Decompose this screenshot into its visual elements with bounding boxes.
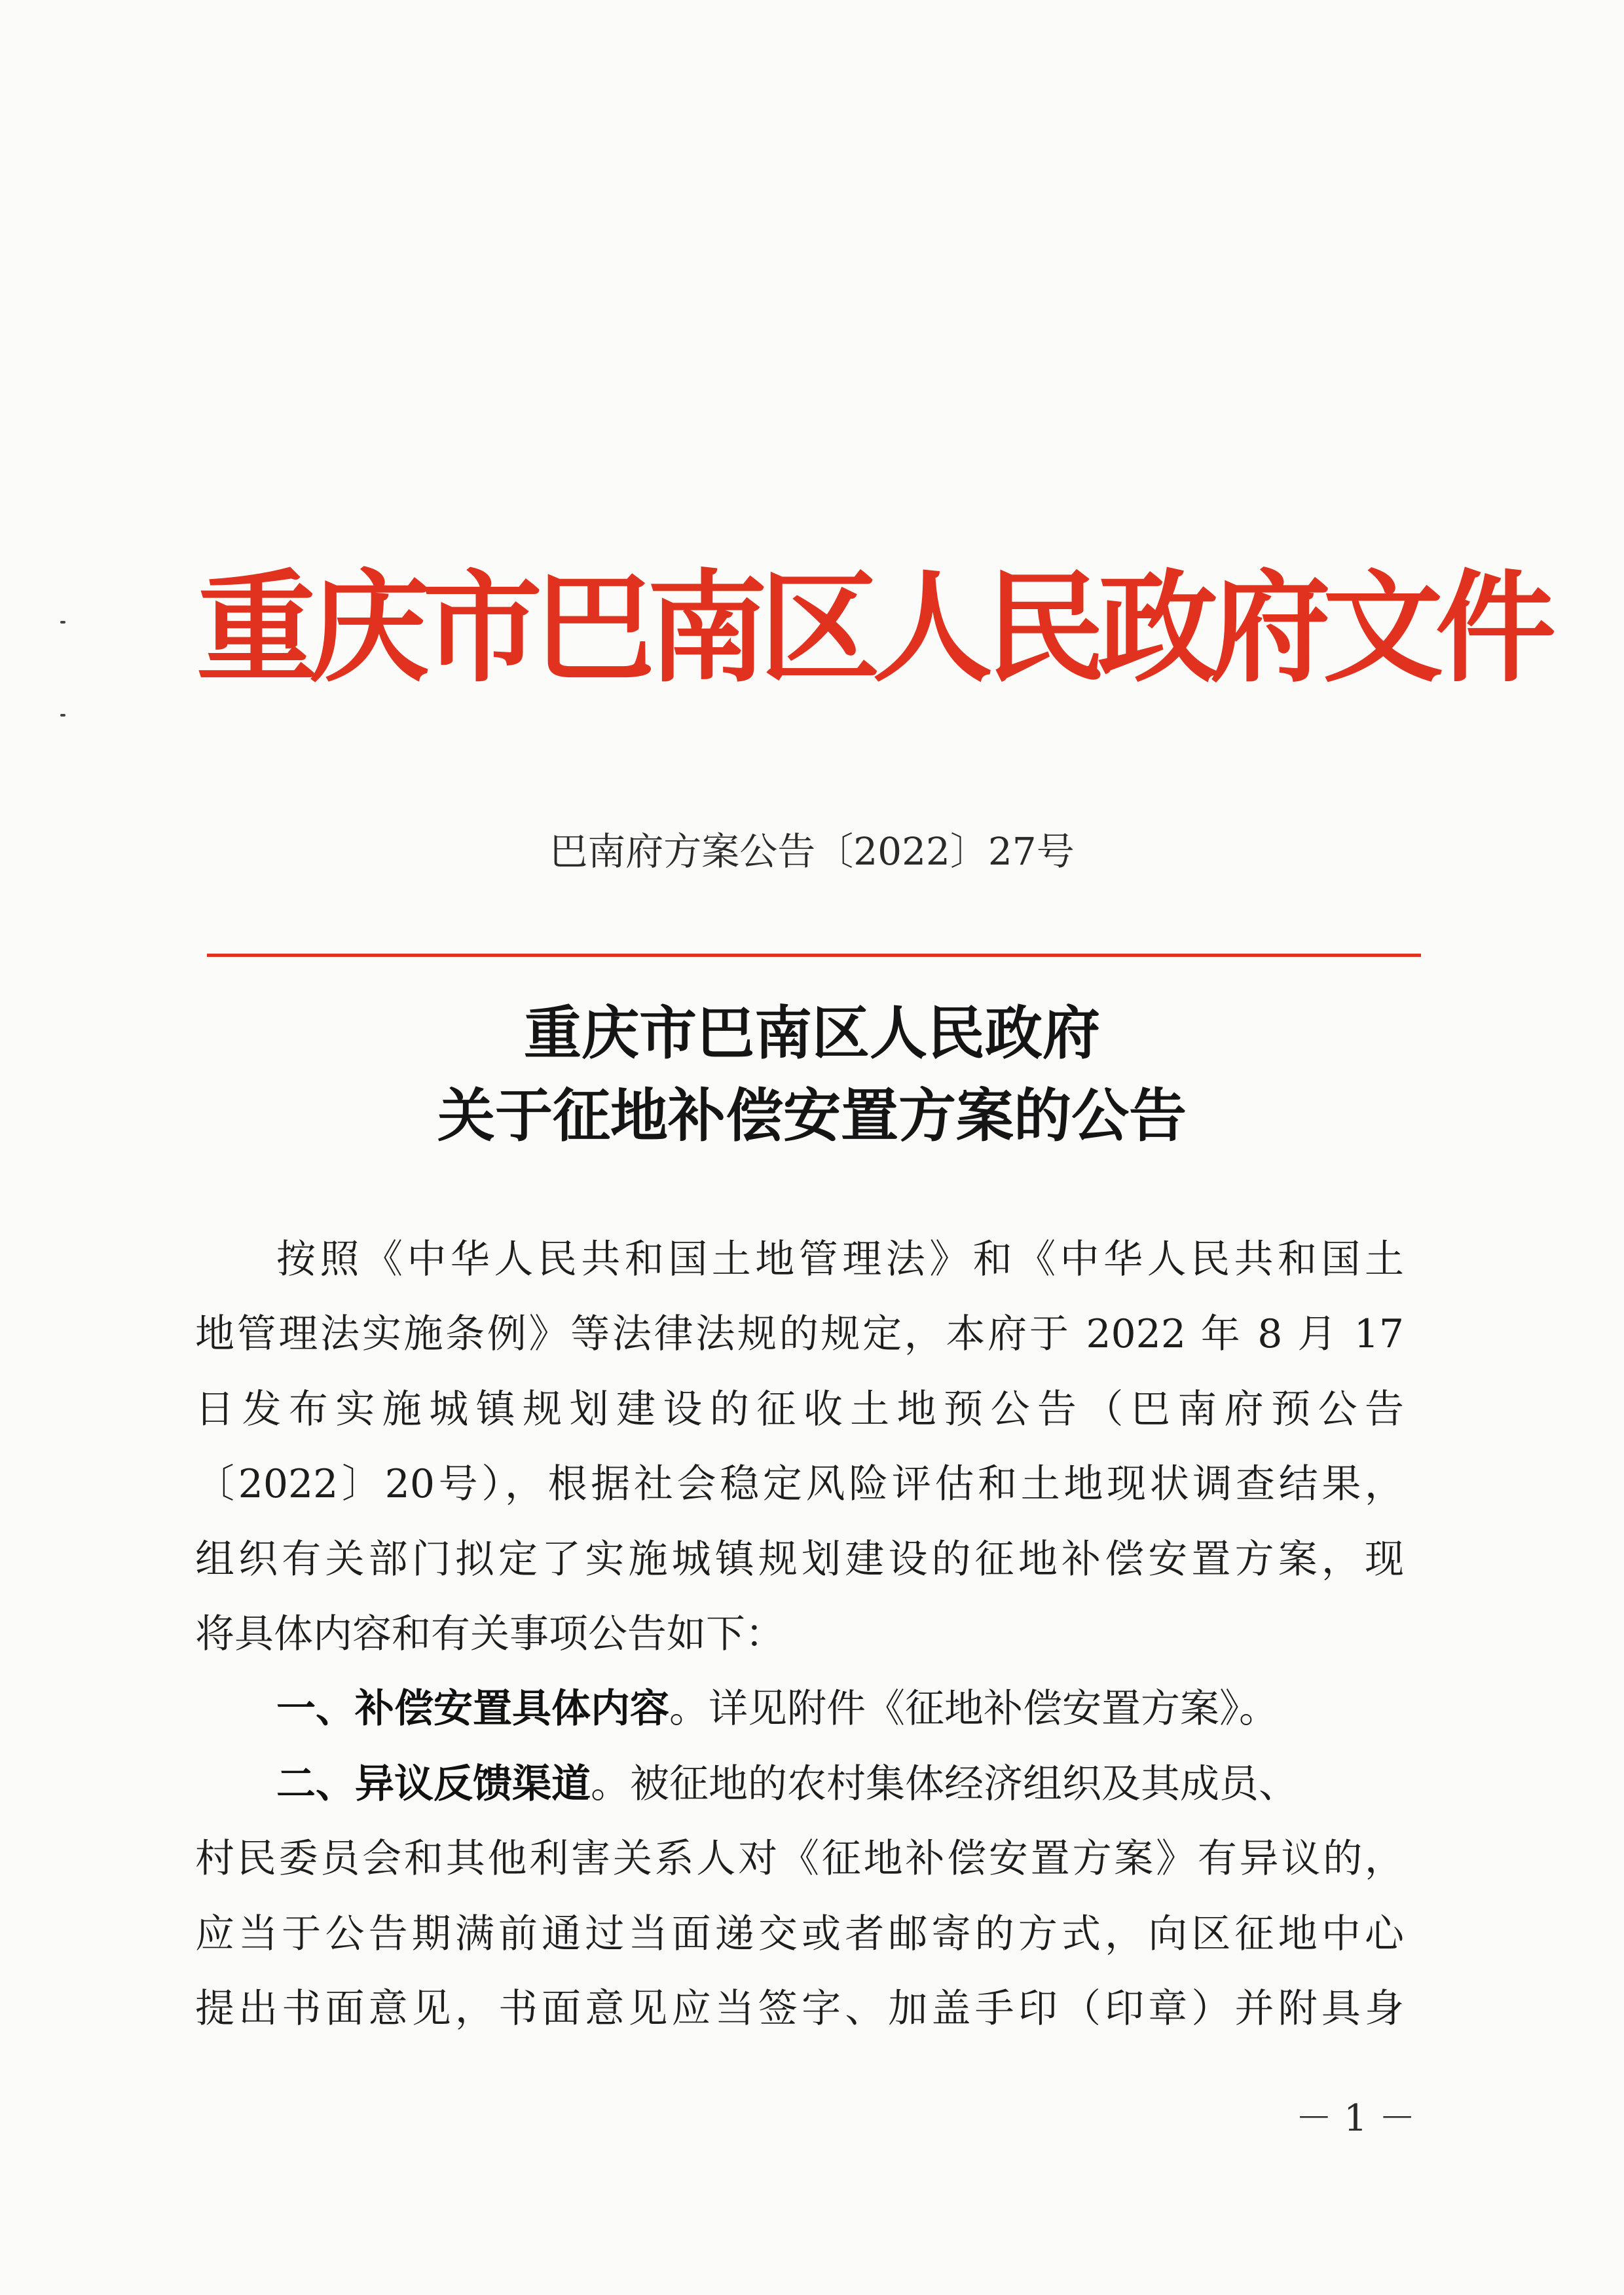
body-line: 组织有关部门拟定了实施城镇规划建设的征地补偿安置方案，现: [195, 1536, 1404, 1582]
body-line: 〔2022〕20号），根据社会稳定风险评估和土地现状调查结果，: [195, 1461, 1404, 1508]
masthead-title: 重庆市巴南区人民政府文件: [196, 559, 1549, 699]
section-2-paragraph: [195, 1747, 1404, 2047]
body-line: 提出书面意见，书面意见应当签字、加盖手印（印章）并附具身: [195, 1986, 1404, 2032]
body-line: 地管理法实施条例》等法律法规的规定，本府于 2022 年 8 月 17: [195, 1311, 1404, 1358]
document-number: 巴南府方案公告〔2022〕27号: [549, 829, 1075, 874]
body-line: 按照《中华人民共和国土地管理法》和《中华人民共和国土: [276, 1237, 1404, 1282]
body-text: [195, 1222, 1404, 2046]
intro-paragraph: [195, 1222, 1404, 1671]
body-line: 应当于公告期满前通过当面递交或者邮寄的方式，向区征地中心: [195, 1911, 1404, 1957]
scan-speck: [60, 621, 65, 624]
page-number: － 1 －: [1295, 2097, 1416, 2140]
scan-speck: [60, 714, 65, 717]
red-separator-rule: [207, 954, 1421, 957]
body-line: [195, 1747, 1404, 1821]
section-1-text: 。详见附件《征地补偿安置方案》。: [669, 1686, 1278, 1732]
body-line: 日发布实施城镇规划建设的征收土地预公告（巴南府预公告: [195, 1386, 1404, 1432]
section-1-heading: 一、补偿安置具体内容: [276, 1686, 669, 1732]
title-line-2: 关于征地补偿安置方案的公告: [437, 1082, 1187, 1149]
section-1-paragraph: [195, 1671, 1404, 1746]
announcement-title: [196, 992, 1428, 1157]
section-2-heading: 二、异议反馈渠道: [276, 1761, 591, 1807]
body-line: [195, 1671, 1404, 1746]
body-line: 将具体内容和有关事项公告如下：: [195, 1611, 784, 1658]
section-2-text: 。被征地的农村集体经济组织及其成员、: [591, 1761, 1298, 1807]
title-line-1: 重庆市巴南区人民政府: [523, 999, 1100, 1067]
body-line: 村民委员会和其他利害关系人对《征地补偿安置方案》有异议的，: [195, 1836, 1404, 1882]
